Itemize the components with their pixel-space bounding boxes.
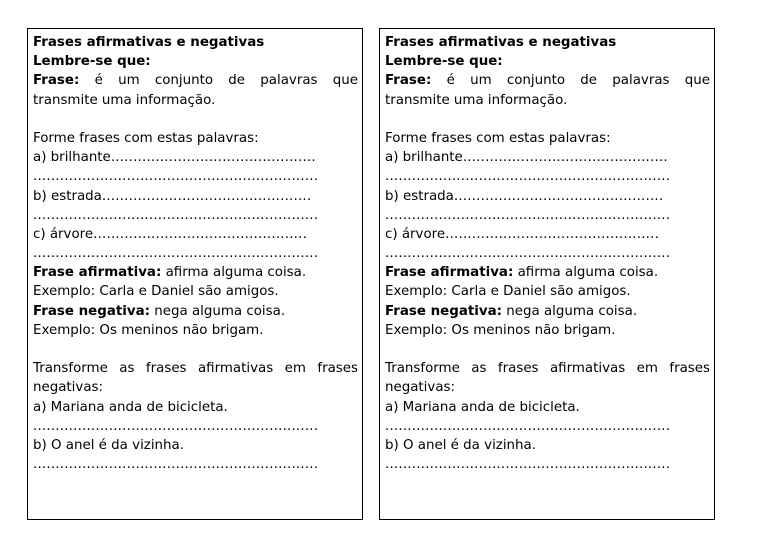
worksheet-title: Frases afirmativas e negativas: [33, 35, 265, 50]
answer-line: ................................................................: [385, 207, 671, 223]
frase-definition: [385, 71, 710, 109]
frase-term: Frase:: [385, 73, 432, 89]
transform-instruction: Transforme as frases afirmativas em frases negativas:: [385, 361, 710, 396]
transform-item-label: a) Mariana anda de bicicleta.: [33, 399, 228, 415]
negative-example: Exemplo: Os meninos não brigam.: [33, 322, 264, 338]
spacer: [33, 340, 358, 359]
answer-line: ................................................................: [33, 169, 319, 185]
word-item-label: c) árvore: [33, 226, 94, 242]
frase-definition: [33, 71, 358, 109]
negative-definition-text: nega alguma coisa.: [150, 303, 286, 319]
word-item-label: a) brilhante: [33, 150, 111, 166]
word-item: [385, 148, 710, 167]
word-item-dots: ...............................................: [101, 188, 312, 204]
spacer: [385, 110, 710, 129]
form-instruction: Forme frases com estas palavras:: [385, 130, 611, 146]
transform-item-label: b) O anel é da vizinha.: [33, 438, 184, 453]
answer-line: ................................................................: [33, 246, 319, 262]
negative-term: Frase negativa:: [33, 303, 150, 319]
negative-definition-text: nega alguma coisa.: [502, 303, 638, 319]
negative-example: Exemplo: Os meninos não brigam.: [385, 322, 616, 338]
answer-line: ................................................................: [385, 246, 671, 262]
remember-heading: Lembre-se que:: [385, 54, 503, 70]
word-item: [33, 225, 358, 244]
word-item-label: a) brilhante: [385, 150, 463, 166]
answer-line: ................................................................: [33, 457, 319, 473]
affirmative-term: Frase afirmativa:: [33, 265, 162, 281]
frase-definition-text: é um conjunto de palavras que transmite uma informação.: [385, 73, 710, 108]
word-item-label: c) árvore: [385, 226, 446, 242]
frase-definition-text: é um conjunto de palavras que transmite uma informação.: [33, 73, 358, 108]
word-item-dots: ..............................................: [110, 150, 316, 166]
word-item: [33, 148, 358, 167]
word-item: [385, 225, 710, 244]
affirmative-definition: [33, 263, 358, 282]
word-item-label: b) estrada: [33, 188, 102, 204]
transform-item-label: a) Mariana anda de bicicleta.: [385, 399, 580, 415]
answer-line: ................................................................: [385, 457, 671, 473]
affirmative-term: Frase afirmativa:: [385, 265, 514, 281]
affirmative-definition: [385, 263, 710, 282]
spacer: [33, 110, 358, 129]
word-item-dots: ................................................: [445, 226, 660, 242]
word-item-dots: ...............................................: [453, 188, 664, 204]
negative-definition: [385, 302, 710, 321]
negative-definition: [33, 302, 358, 321]
affirmative-definition-text: afirma alguma coisa.: [161, 265, 307, 281]
answer-line: ................................................................: [33, 418, 319, 434]
spacer: [385, 340, 710, 359]
answer-line: ................................................................: [385, 418, 671, 434]
worksheet-card-left: [27, 28, 363, 520]
form-instruction: Forme frases com estas palavras:: [33, 130, 259, 146]
transform-instruction: Transforme as frases afirmativas em frases negativas:: [33, 361, 358, 396]
affirmative-example: Exemplo: Carla e Daniel são amigos.: [33, 284, 279, 300]
affirmative-example: Exemplo: Carla e Daniel são amigos.: [385, 284, 631, 300]
transform-item-label: b) O anel é da vizinha.: [385, 438, 536, 453]
word-item-label: b) estrada: [385, 188, 454, 204]
word-item: [33, 187, 358, 206]
worksheet-title: Frases afirmativas e negativas: [385, 35, 617, 50]
answer-line: ................................................................: [385, 169, 671, 185]
answer-line: ................................................................: [33, 207, 319, 223]
word-item-dots: ..............................................: [462, 150, 668, 166]
word-item-dots: ................................................: [93, 226, 308, 242]
remember-heading: Lembre-se que:: [33, 54, 151, 70]
worksheet-card-right: [379, 28, 715, 520]
negative-term: Frase negativa:: [385, 303, 502, 319]
frase-term: Frase:: [33, 73, 80, 89]
word-item: [385, 187, 710, 206]
affirmative-definition-text: afirma alguma coisa.: [513, 265, 659, 281]
